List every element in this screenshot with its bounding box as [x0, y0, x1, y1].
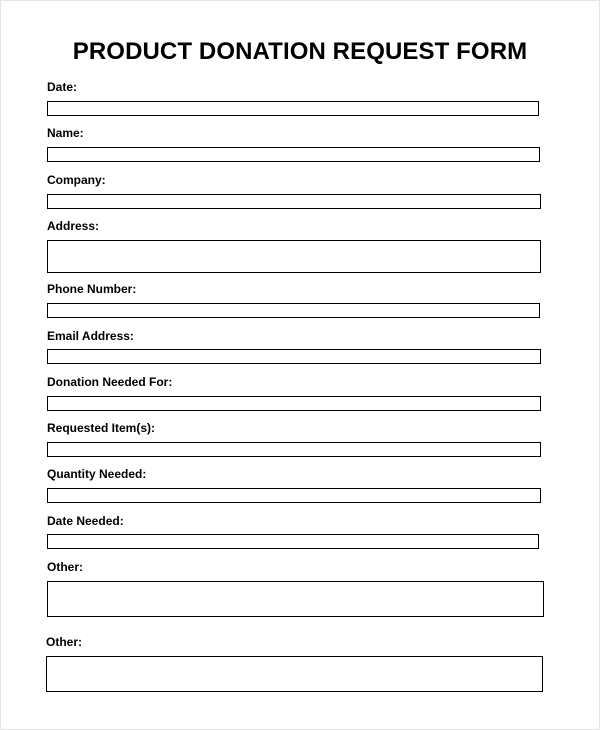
quantity-needed-label: Quantity Needed:	[47, 467, 147, 481]
date-needed-field[interactable]	[47, 534, 539, 549]
phone-number-field[interactable]	[47, 303, 540, 318]
phone-number-label: Phone Number:	[47, 282, 137, 296]
company-field[interactable]	[47, 194, 541, 209]
requested-items-label: Requested Item(s):	[47, 421, 156, 435]
other-field-1[interactable]	[47, 581, 544, 617]
date-label: Date:	[47, 80, 78, 94]
date-field[interactable]	[47, 101, 539, 116]
name-label: Name:	[47, 126, 84, 140]
page-title: PRODUCT DONATION REQUEST FORM	[72, 38, 528, 65]
email-address-field[interactable]	[47, 349, 541, 364]
date-needed-label: Date Needed:	[47, 514, 124, 528]
other-label-1: Other:	[47, 560, 83, 574]
donation-needed-for-label: Donation Needed For:	[47, 375, 173, 389]
quantity-needed-field[interactable]	[47, 488, 541, 503]
address-field[interactable]	[47, 240, 541, 273]
other-field-2[interactable]	[46, 656, 543, 692]
donation-needed-for-field[interactable]	[47, 396, 541, 411]
address-label: Address:	[47, 219, 100, 233]
name-field[interactable]	[47, 147, 540, 162]
company-label: Company:	[47, 173, 106, 187]
other-label-2: Other:	[46, 635, 82, 649]
email-address-label: Email Address:	[47, 329, 134, 343]
requested-items-field[interactable]	[47, 442, 541, 457]
